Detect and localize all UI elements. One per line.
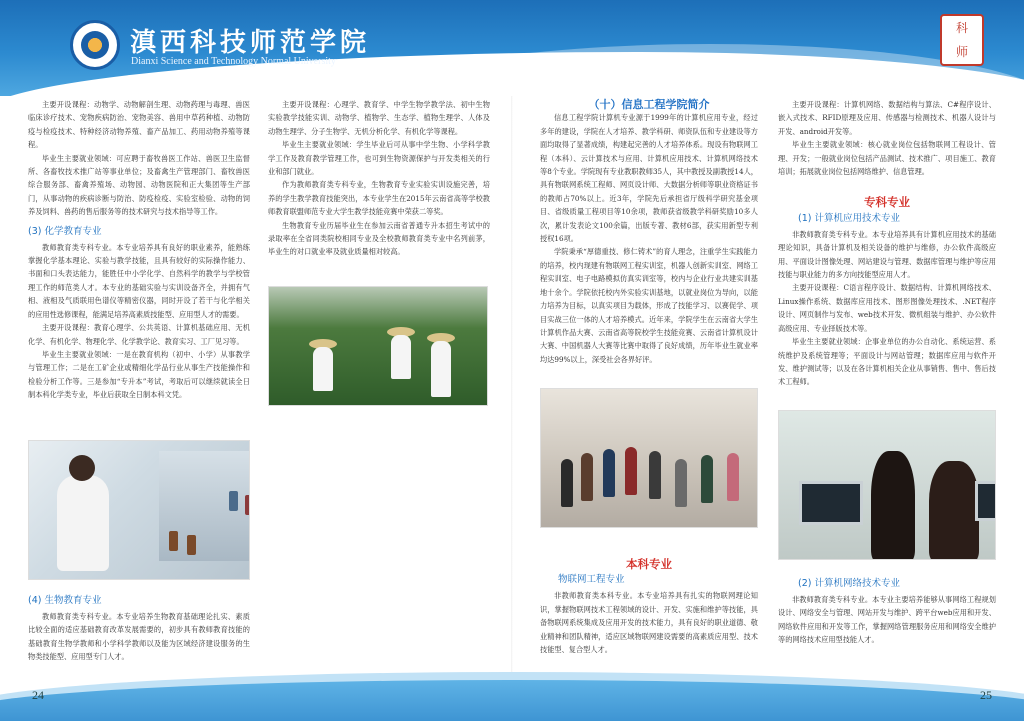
paragraph: 主要开设课程：C语言程序设计、数据结构、计算机网络技术、Linux操作系统、数据库应用技术、图形图像处理技术、.NET程序设计、网页制作与发布、web技术开发、微机组装与维护、办公软件高级应用、专业择版技术等。 — [778, 283, 996, 333]
page-number-left: 24 — [32, 688, 44, 702]
column-2 — [268, 98, 490, 259]
page-spine — [511, 96, 513, 672]
column-4-bottom — [778, 575, 996, 647]
paragraph: 信息工程学院计算机专业源于1999年的计算机应用专业，经过多年的建设，学院在人才培养、教学科研、师资队伍和专业建设等方面均取得了显著成绩，构建起完善的人才培养体系。现设有物联网工程（本科）、云计算技术与应用、计算机应用技术、计算机网络技术等8个专业。学院现有专业教职教师35人，其中教授及副教授14人，具有物联网系统工程师、网页设计师、大数据分析师等职业资格证书的教师占70%以上。近3年，学院先后承担省厅级科学研究基金项目、省级质量工程项目等10余项，教师获省级教学科研奖励10多人次，累计发表论文100余篇，出版专著、教材6部，获实用新型专利授权16项。 — [540, 113, 758, 244]
paragraph: 毕业生主要就业领域：企事业单位的办公自动化、系统运营、系统维护及系统管理等；平面设计与网站管理；数据库应用与软件开发、维护测试等；以及在各计算机相关企业从事销售、售中、售后技术工程师。 — [778, 337, 996, 387]
subheading-biology: (4) 生物教育专业 — [28, 595, 102, 606]
paragraph: 主要开设课程：计算机网络、数据结构与算法、C#程序设计、嵌入式技术、RFID原理及应用、传感器与检测技术、机器人设计与开发、android开发等。 — [778, 100, 996, 136]
column-3 — [540, 98, 758, 366]
paragraph: 主要开设课程：动物学、动物解剖生理、动物药理与毒理、兽医临床诊疗技术、宠物疾病防治、宠物美容、兽用中草药种植、动物防疫与检疫技术、特种经济动物养殖、畜产品加工、药用动物养殖等课程。 — [28, 100, 250, 150]
photo-computer-lab — [778, 410, 996, 560]
paragraph: 生物教育专业历届毕业生在参加云南省普通专升本招生考试中的录取率在全省同类院校相同专业及全校教师教育类专业中名列前茅，毕业生的对口就业率及就业质量相对较高。 — [268, 220, 490, 257]
subheading-network-technology: (2) 计算机网络技术专业 — [798, 578, 900, 589]
paragraph: 非教师教育类专科专业。本专业主要培养能够从事网络工程规划设计、网络安全与管理、网站开发与维护、跨平台web应用和开发、网络软件应用和开发等工作，掌握网络管理服务应用和网络安全维护等的网络技术应用型技能人才。 — [778, 595, 996, 645]
photo-robot-lab — [540, 388, 758, 528]
paragraph: 作为教师教育类专科专业，生物教育专业实验实训设施完善，培养的学生教学教育技能突出，本专业学生在2015年云南省高等学校教师教育联盟师范专业大学生教学技能竞赛中荣获二等奖。 — [268, 180, 490, 217]
subheading-iot: 物联网工程专业 — [558, 574, 625, 586]
school-seal-icon: 科 师 — [940, 14, 984, 66]
section-title-info-engineering: （十）信息工程学院简介 — [588, 98, 710, 111]
column-1-bottom — [28, 592, 250, 664]
photo-chemistry-lab — [28, 440, 250, 580]
heading-junior-college: 专科专业 — [864, 195, 910, 210]
paragraph: 学院秉承“厚德重技、修仁铸术”的育人理念，注重学生实践能力的培养，校内现建有物联网工程实训室，机器人创新实训室、网络工程实训室、电子电路模拟仿真实训室等，校内与企业行业共建实训基地十余个。学院依托校内外实验实训基地，以就业岗位为导向，以能力培养为目标，以真实项目为载体，形成了技能学习、以赛促学、项目实战三位一体的人才培养模式。近年来，学院学生在云南省大学生计算机作品大赛、云南省高等院校学生技能竞赛、云南省计算机设计大赛、中国机器人大赛等比赛中取得了良好成绩，历年毕业生就业率均达99%以上，深受社会各界好评。 — [540, 247, 758, 364]
paragraph: 毕业生主要就业领域：学生毕业后可从事中学生物、小学科学教学工作及教育教学管理工作，也可到生物资源保护与开发类相关的行业和部门就业。 — [268, 140, 490, 177]
paragraph: 毕业生主要就业领域：可应聘于畜牧兽医工作站、兽医卫生监督所、各畜牧技术推广站等事业单位；及畜禽生产管理部门、畜牧兽医综合服务部、畜禽养殖场、动物园、动物医院和正大集团等生产部门，从事动物的疾病诊断与防治、防疫检疫、实验室检验、动物的饲养及饲料、兽药的售后服务等的技术研究与技术指导等工作。 — [28, 153, 250, 217]
page-footer — [0, 672, 1024, 721]
school-logo-icon — [70, 20, 120, 70]
subheading-computer-application: (1) 计算机应用技术专业 — [798, 212, 900, 224]
page-header — [0, 0, 1024, 96]
column-4 — [778, 98, 996, 389]
heading-undergraduate: 本科专业 — [626, 557, 672, 571]
paragraph: 主要开设课程：心理学、教育学、中学生物学教学法、初中生物实验教学技能实训、动物学、植物学、生态学、植物生理学、人体及动物生理学、分子生物学、无机分析化学、有机化学等课程。 — [268, 100, 490, 136]
page-number-right: 25 — [980, 688, 992, 702]
paragraph: 非教师教育类专科专业。本专业培养具有计算机应用技术的基础理论知识，具备计算机及相关设备的维护与维修，办公软件高级应用、平面设计图像处理、网站建设与管理、数据库管理与维护等应用技能与职业能力的多方向技能型应用人才。 — [778, 229, 996, 280]
photo-tea-field — [268, 286, 488, 406]
column-3-bottom — [540, 558, 758, 656]
column-1 — [28, 98, 250, 402]
paragraph: 毕业生主要就业领域：核心就业岗位包括物联网工程设计、管理、开发；一般就业岗位包括产品测试、技术推广、项目施工、教育培训；拓展就业岗位包括网络维护、信息管理。 — [778, 140, 996, 177]
paragraph: 教师教育类专科专业。本专业培养具有良好的职业素养，能熟练掌握化学基本理论、实验与教学技能，且具有较好的实际操作能力、书面和口头表达能力，能胜任中小学化学、自然科学的教学与学校管理工作的师范类人才。本专业的基础实验与实训设备齐全，并拥有气相、液相及气质联用色谱仪等精密仪器，同时开设了若干与化学相关的应用性选修课程，能满足培养高素质技能型、应用型人才的需要。 — [28, 242, 250, 319]
school-name-en: Dianxi Science and Technology Normal University — [131, 56, 336, 67]
paragraph: 教师教育类专科专业。本专业培养生物教育基础理论扎实、素质比较全面的适应基础教育改革发展需要的，初步具有教师教育技能的基础教育生物学教师和小学科学教师以及能为区域经济建设服务的生物类技能型、应用型专门人才。 — [28, 612, 250, 662]
school-name-cn: 滇西科技师范学院 — [130, 28, 371, 58]
paragraph: 非教师教育类本科专业。本专业培养具有扎实的物联网理论知识，掌握物联网技术工程领域的设计、开发、实施和维护等技能，具备物联网系统集成及应用开发的技术能力，具有良好的职业道德、敬业精神和团队精神，适应区域物联网建设需要的高素质应用型、技术技能型、复合型人才。 — [540, 591, 758, 655]
paragraph: 毕业生主要就业领域：一是在教育机构（初中、小学）从事教学与管理工作；二是在工矿企业或精细化学品行业从事生产技能操作和检验分析工作等。三是参加“专升本”考试，考取后可以继续就读全日制本科化学类专业，毕业后获取全日制本科文凭。 — [28, 349, 250, 400]
subheading-chemistry: (3) 化学教育专业 — [28, 225, 102, 237]
paragraph: 主要开设课程：教育心理学、公共英语、计算机基础应用、无机化学、有机化学、物理化学、化学教学论、教育实习、工厂见习等。 — [28, 323, 250, 346]
